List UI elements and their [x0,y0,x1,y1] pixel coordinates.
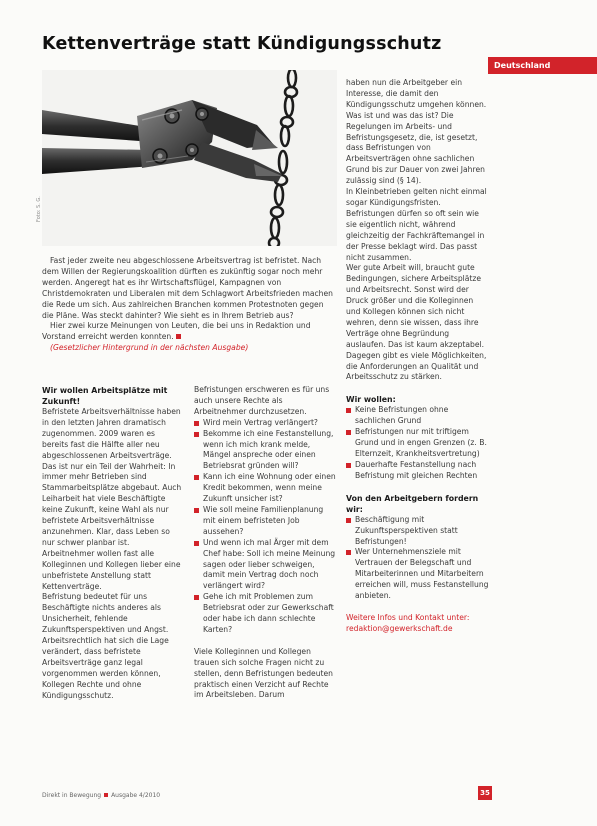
question-item: Wird mein Vertrag verlängert? [194,418,336,429]
paragraph: Viele Kolleginnen und Kollegen trauen sich solche Fragen nicht zu stellen, denn Befristungen bedeuten praktisch einen Verzicht auf Rechte im Arbeitsleben. Darum [194,646,333,700]
intro-text [42,256,337,354]
column-3 [346,78,490,635]
we-want-heading: Wir wollen: [346,395,396,405]
photo-bolt-cutter [42,70,337,246]
column-2 [194,385,336,701]
question-item: Und wenn ich mal Ärger mit dem Chef habe: Soll ich meine Meinung sagen oder lieber schweigen, damit mein Vertrag doch noch verlängert wird? [194,538,336,593]
demand-item: Beschäftigung mit Zukunftsperspektiven statt Befristungen! [346,515,490,548]
paragraph: Arbeitsrechtlich hat sich die Lage verändert, dass befristete Arbeitsverträge ganz legal vorgenommen werden können, Kollegen Rechte und ohne Kündigungsschutz. [42,636,169,700]
demand-item: Wer Unternehmensziele mit Vertrauen der Belegschaft und Mitarbeiterinnen und Mitarbeitern erreichen will, muss Festanstellung anbieten. [346,547,490,602]
intro-paragraph: Hier zwei kurze Meinungen von Leuten, die bei uns in Redaktion und Vorstand erreicht werden konnten. [42,321,311,342]
footer-issue: Ausgabe 4/2010 [111,792,161,799]
paragraph: Befristungen erschweren es für uns auch unsere Rechte als Arbeitnehmer durchzusetzen. [194,385,330,416]
page-number: 35 [478,786,492,800]
separator-square-icon [104,793,108,797]
photo-credit: Foto: S. G. [36,196,42,222]
demand-item: Keine Befristungen ohne sachlichen Grund [346,405,490,427]
headline: Kettenverträge statt Kündigungsschutz [42,34,442,54]
intro-note: (Gesetzlicher Hintergrund in der nächsten Ausgabe) [50,343,249,353]
end-square-icon [176,334,181,339]
paragraph: Befristung bedeutet für uns Beschäftigte nichts anderes als Unsicherheit, fehlende Zukunftsperspektiven und Angst. [42,592,169,635]
column-1-heading: Wir wollen Arbeitsplätze mit Zukunft! [42,386,168,406]
paragraph: Arbeitnehmer wollen fast alle Kolleginnen und Kollegen lieber eine unbefristete Anstellung statt Kettenverträge. [42,548,181,591]
paragraph: Das ist nur ein Teil der Wahrheit: In immer mehr Betrieben sind Stammarbeitsplätze abgebaut. Auch Leiharbeit hat viele Beschäftigte keine Zukunft, keine Wahl als nur befristete Arbeitsverhältnisse anzunehmen. Klar, dass Leben so nur schwer planbar ist. [42,461,182,547]
demand-item: Befristungen nur mit triftigem Grund und in engen Grenzen (z. B. Elternzeit, Krankheitsvertretung) [346,427,490,460]
paragraph: Was ist und was das ist? Die Regelungen im Arbeits- und Befristungsgesetz, die, ist gesetzt, dass Befristungen von Arbeitsverträgen ohne sachlichen Grund bis zur Dauer von zwei Jahren zulässig sind (§ 14). [346,110,485,186]
footer-publication: Direkt in Bewegung [42,792,102,799]
question-item: Kann ich eine Wohnung oder einen Kredit bekommen, wenn meine Zukunft unsicher ist? [194,472,336,505]
demand-item: Dauerhafte Festanstellung nach Befristung mit gleichen Rechten [346,460,490,482]
section-tag: Deutschland [488,57,597,74]
page-footer [42,792,160,799]
question-item: Wie soll meine Familienplanung mit einem befristeten Job aussehen? [194,505,336,538]
employers-heading: Von den Arbeitgebern fordern wir: [346,493,479,514]
bolt-cutter-illustration [42,70,337,246]
paragraph: Wer gute Arbeit will, braucht gute Bedingungen, sichere Arbeitsplätze und Arbeitsrecht. Sonst wird der Druck größer und die Kolleginnen und Kollegen können sich nicht wehren, denn sie wissen, dass ihre Verträge ohne Begründung auslaufen. Das ist kaum akzeptabel. [346,263,485,349]
paragraph: Dagegen gibt es viele Möglichkeiten, die Anforderungen an Qualität und Arbeitsschutz zu stärken. [346,350,487,382]
paragraph: Befristete Arbeitsverhältnisse haben in den letzten Jahren dramatisch zugenommen. 2009 waren es bereits fast die Hälfte aller neu abgeschlossenen Arbeitsverträge. [42,407,181,460]
contact-link[interactable]: Weitere Infos und Kontakt unter: redaktion@gewerkschaft.de [346,612,470,633]
question-item: Bekomme ich eine Festanstellung, wenn ich mich krank melde, Mängel anspreche oder einen Betriebsrat gründen will? [194,429,336,473]
intro-paragraph: Fast jeder zweite neu abgeschlossene Arbeitsvertrag ist befristet. Nach dem Willen der Regierungskoalition dürften es zukünftig sogar noch mehr werden. Angeregt hat es ihr Wirtschaftsflügel, Kampagnen von Christdemokraten und Liberalen mit dem Schlagwort Arbeitsfrieden machen die Rede um sich. Aus zahlreichen Branchen kommen Protestnoten gegen die Pläne. Was steckt dahinter? Wie sieht es in Ihrem Betrieb aus? [42,256,333,320]
question-item: Gehe ich mit Problemen zum Betriebsrat oder zur Gewerkschaft oder habe ich dann schlechte Karten? [194,592,336,636]
paragraph: In Kleinbetrieben gelten nicht einmal sogar Kündigungsfristen. Befristungen dürfen so oft sein wie sie eigentlich nicht, während gleichzeitig der Fachkräftemangel in der Presse beklagt wird. Das passt nicht zusammen. [346,187,487,262]
column-1 [42,385,182,701]
paragraph: haben nun die Arbeitgeber ein Interesse, die damit den Kündigungsschutz umgehen können. [346,78,487,109]
